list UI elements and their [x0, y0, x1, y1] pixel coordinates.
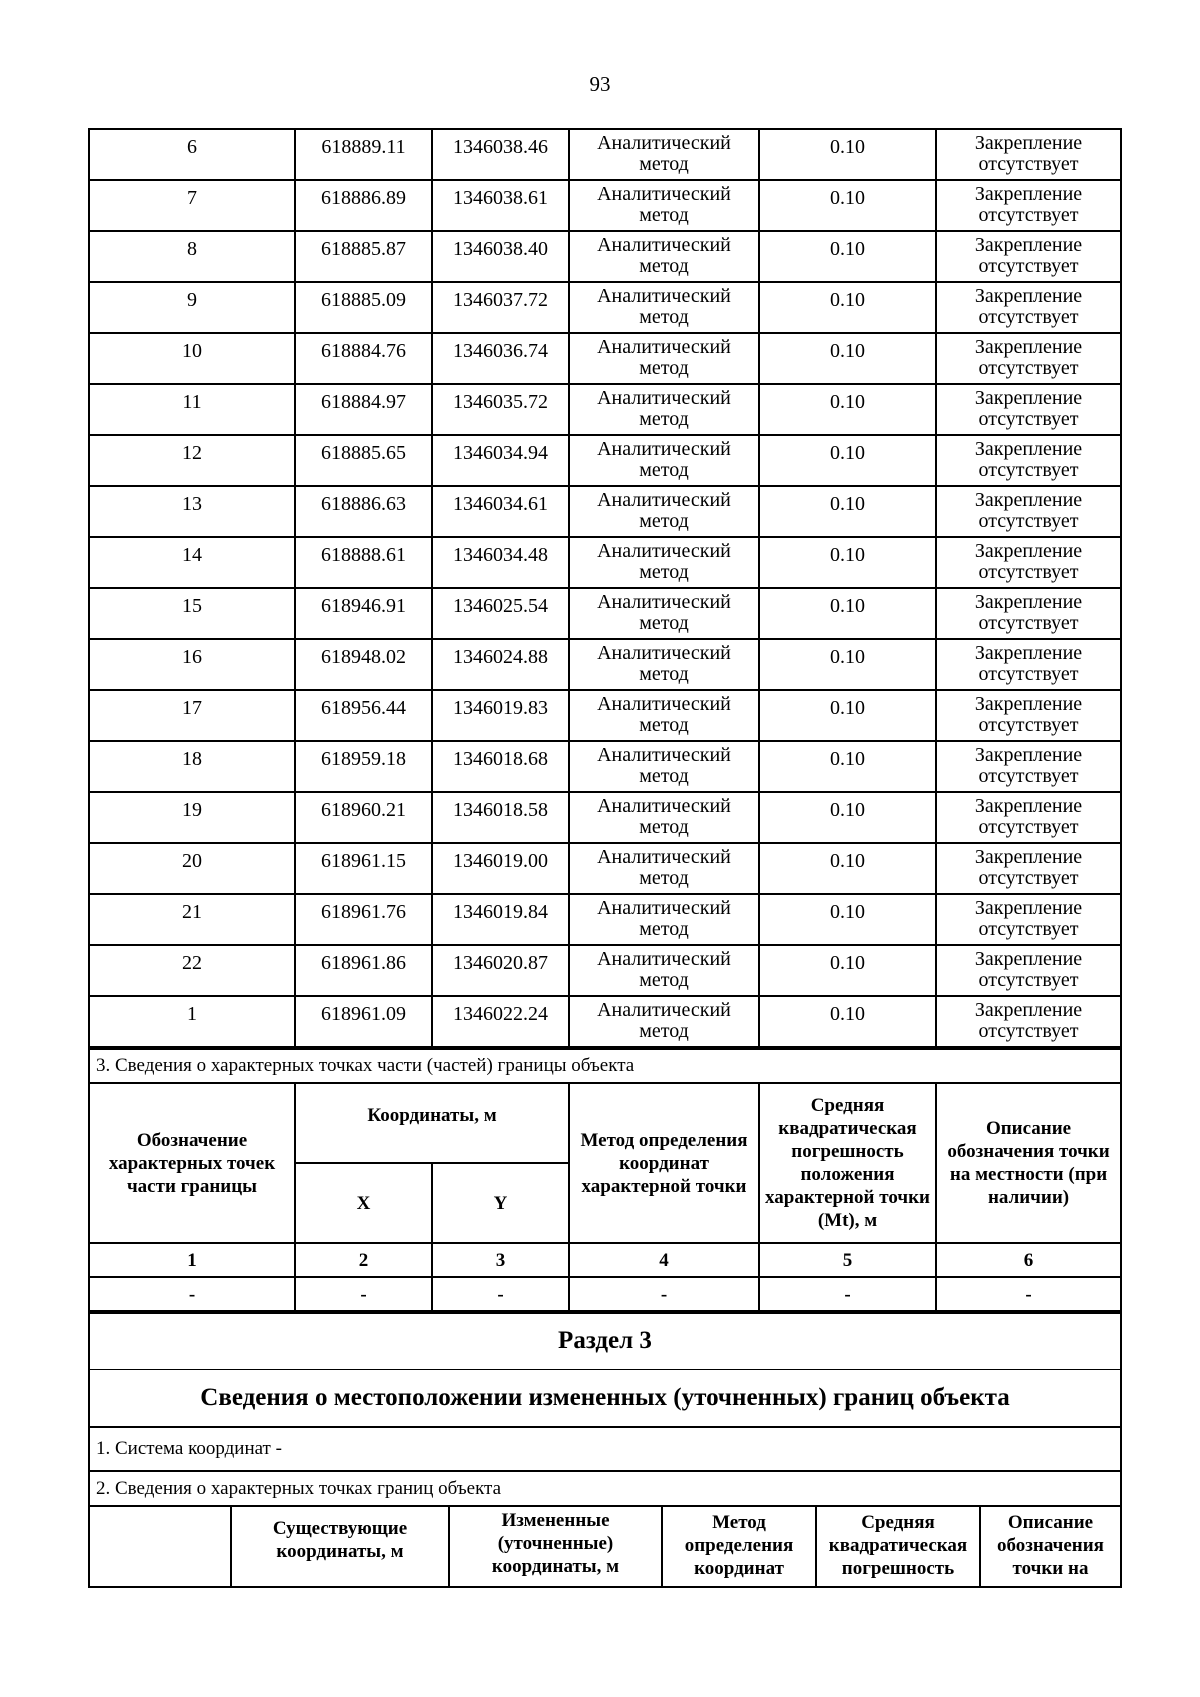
- y-coordinate-cell: 1346018.68: [432, 741, 569, 792]
- point-number-cell: 1: [89, 996, 295, 1047]
- table-row: [89, 690, 1121, 741]
- y-coordinate-cell: 1346038.46: [432, 129, 569, 180]
- y-coordinate-cell: 1346034.94: [432, 435, 569, 486]
- x-coordinate-cell: 618889.11: [295, 129, 432, 180]
- mt-cell: 0.10: [759, 180, 936, 231]
- mt-cell: 0.10: [759, 996, 936, 1047]
- point-number-cell: 9: [89, 282, 295, 333]
- mt-cell: 0.10: [759, 129, 936, 180]
- point-number-cell: 16: [89, 639, 295, 690]
- point-number-cell: 17: [89, 690, 295, 741]
- point-number-cell: 15: [89, 588, 295, 639]
- col-desc-header: Описание обозначения точки на: [980, 1506, 1121, 1587]
- point-number-cell: 22: [89, 945, 295, 996]
- x-coordinate-cell: 618956.44: [295, 690, 432, 741]
- x-coordinate-cell: 618959.18: [295, 741, 432, 792]
- x-coordinate-cell: 618884.97: [295, 384, 432, 435]
- empty-cell: -: [569, 1277, 759, 1311]
- method-cell: Аналитический метод: [569, 894, 759, 945]
- method-cell: Аналитический метод: [569, 435, 759, 486]
- table-row: [89, 384, 1121, 435]
- method-cell: Аналитический метод: [569, 945, 759, 996]
- point-number-cell: 6: [89, 129, 295, 180]
- method-cell: Аналитический метод: [569, 384, 759, 435]
- y-coordinate-cell: 1346020.87: [432, 945, 569, 996]
- method-cell: Аналитический метод: [569, 741, 759, 792]
- table-row: [89, 282, 1121, 333]
- y-coordinate-cell: 1346022.24: [432, 996, 569, 1047]
- y-coordinate-cell: 1346024.88: [432, 639, 569, 690]
- empty-cell: -: [89, 1277, 295, 1311]
- method-cell: Аналитический метод: [569, 792, 759, 843]
- x-coordinate-cell: 618885.09: [295, 282, 432, 333]
- mt-cell: 0.10: [759, 231, 936, 282]
- table-row: [89, 945, 1121, 996]
- mt-cell: 0.10: [759, 537, 936, 588]
- x-coordinate-cell: 618886.63: [295, 486, 432, 537]
- point-number-cell: 10: [89, 333, 295, 384]
- method-cell: Аналитический метод: [569, 231, 759, 282]
- col-coords-header: Координаты, м: [295, 1083, 569, 1163]
- method-cell: Аналитический метод: [569, 333, 759, 384]
- mt-cell: 0.10: [759, 639, 936, 690]
- col-number: 6: [936, 1243, 1121, 1277]
- y-coordinate-cell: 1346037.72: [432, 282, 569, 333]
- point-number-cell: 13: [89, 486, 295, 537]
- description-cell: Закрепление отсутствует: [936, 537, 1121, 588]
- col-method-header: Метод определения координат характерной точки: [569, 1083, 759, 1243]
- y-coordinate-cell: 1346025.54: [432, 588, 569, 639]
- section3-title: Раздел 3: [89, 1313, 1121, 1369]
- description-cell: Закрепление отсутствует: [936, 384, 1121, 435]
- description-cell: Закрепление отсутствует: [936, 741, 1121, 792]
- col-number: 4: [569, 1243, 759, 1277]
- description-cell: Закрепление отсутствует: [936, 894, 1121, 945]
- x-coordinate-cell: 618885.65: [295, 435, 432, 486]
- col-mt-header: Средняя квадратическая погрешность: [816, 1506, 980, 1587]
- table-row: [89, 486, 1121, 537]
- coord-system-row: 1. Система координат -: [89, 1427, 1121, 1471]
- table-row: [89, 843, 1121, 894]
- table-row: [89, 129, 1121, 180]
- method-cell: Аналитический метод: [569, 180, 759, 231]
- x-coordinate-cell: 618948.02: [295, 639, 432, 690]
- point-number-cell: 20: [89, 843, 295, 894]
- col-designation-header: Обозначение характерных точек части границы: [89, 1083, 295, 1243]
- x-coordinate-cell: 618888.61: [295, 537, 432, 588]
- table-row: [89, 894, 1121, 945]
- method-cell: Аналитический метод: [569, 996, 759, 1047]
- col-number: 5: [759, 1243, 936, 1277]
- y-coordinate-cell: 1346035.72: [432, 384, 569, 435]
- mt-cell: 0.10: [759, 741, 936, 792]
- parts-heading: 3. Сведения о характерных точках части (частей) границы объекта: [89, 1049, 1121, 1083]
- x-coordinate-cell: 618884.76: [295, 333, 432, 384]
- mt-cell: 0.10: [759, 282, 936, 333]
- description-cell: Закрепление отсутствует: [936, 996, 1121, 1047]
- point-number-cell: 19: [89, 792, 295, 843]
- y-coordinate-cell: 1346019.83: [432, 690, 569, 741]
- x-coordinate-cell: 618885.87: [295, 231, 432, 282]
- table-row: [89, 180, 1121, 231]
- points-table-body: [89, 129, 1121, 1047]
- mt-cell: 0.10: [759, 690, 936, 741]
- description-cell: Закрепление отсутствует: [936, 231, 1121, 282]
- description-cell: Закрепление отсутствует: [936, 282, 1121, 333]
- point-number-cell: 18: [89, 741, 295, 792]
- empty-cell: -: [936, 1277, 1121, 1311]
- mt-cell: 0.10: [759, 486, 936, 537]
- table-row: [89, 333, 1121, 384]
- col-method-header: Метод определения координат: [662, 1506, 816, 1587]
- points-heading-row: 2. Сведения о характерных точках границ объекта: [89, 1471, 1121, 1506]
- col-existing-header: Существующие координаты, м: [231, 1506, 449, 1587]
- y-coordinate-cell: 1346038.40: [432, 231, 569, 282]
- table-row: [89, 639, 1121, 690]
- parts-table: [88, 1048, 1122, 1312]
- y-coordinate-cell: 1346019.00: [432, 843, 569, 894]
- mt-cell: 0.10: [759, 792, 936, 843]
- empty-cell: -: [432, 1277, 569, 1311]
- method-cell: Аналитический метод: [569, 537, 759, 588]
- section3-block: [88, 1312, 1122, 1507]
- empty-cell: -: [295, 1277, 432, 1311]
- x-coordinate-cell: 618961.15: [295, 843, 432, 894]
- mt-cell: 0.10: [759, 894, 936, 945]
- description-cell: Закрепление отсутствует: [936, 945, 1121, 996]
- table-row: [89, 588, 1121, 639]
- table-row: [89, 435, 1121, 486]
- empty-cell: -: [759, 1277, 936, 1311]
- col-y-header: Y: [432, 1163, 569, 1243]
- points-table: [88, 128, 1122, 1048]
- col-number: 2: [295, 1243, 432, 1277]
- description-cell: Закрепление отсутствует: [936, 435, 1121, 486]
- y-coordinate-cell: 1346036.74: [432, 333, 569, 384]
- point-number-cell: 8: [89, 231, 295, 282]
- mt-cell: 0.10: [759, 843, 936, 894]
- x-coordinate-cell: 618886.89: [295, 180, 432, 231]
- point-number-cell: 7: [89, 180, 295, 231]
- x-coordinate-cell: 618961.09: [295, 996, 432, 1047]
- y-coordinate-cell: 1346038.61: [432, 180, 569, 231]
- description-cell: Закрепление отсутствует: [936, 843, 1121, 894]
- col-changed-header: Измененные (уточненные) координаты, м: [449, 1506, 662, 1587]
- x-coordinate-cell: 618961.76: [295, 894, 432, 945]
- description-cell: Закрепление отсутствует: [936, 690, 1121, 741]
- method-cell: Аналитический метод: [569, 690, 759, 741]
- col-number: 3: [432, 1243, 569, 1277]
- mt-cell: 0.10: [759, 384, 936, 435]
- section3-subtitle: Сведения о местоположении измененных (уточненных) границ объекта: [89, 1369, 1121, 1427]
- mt-cell: 0.10: [759, 435, 936, 486]
- method-cell: Аналитический метод: [569, 639, 759, 690]
- y-coordinate-cell: 1346034.48: [432, 537, 569, 588]
- description-cell: Закрепление отсутствует: [936, 588, 1121, 639]
- col-x-header: X: [295, 1163, 432, 1243]
- col-mt-header: Средняя квадратическая погрешность положения характерной точки (Mt), м: [759, 1083, 936, 1243]
- col-blank-header: [89, 1506, 231, 1587]
- point-number-cell: 12: [89, 435, 295, 486]
- description-cell: Закрепление отсутствует: [936, 486, 1121, 537]
- table-row: [89, 996, 1121, 1047]
- mt-cell: 0.10: [759, 333, 936, 384]
- method-cell: Аналитический метод: [569, 588, 759, 639]
- y-coordinate-cell: 1346034.61: [432, 486, 569, 537]
- x-coordinate-cell: 618946.91: [295, 588, 432, 639]
- y-coordinate-cell: 1346018.58: [432, 792, 569, 843]
- point-number-cell: 11: [89, 384, 295, 435]
- description-cell: Закрепление отсутствует: [936, 792, 1121, 843]
- table-row: [89, 537, 1121, 588]
- col-desc-header: Описание обозначения точки на местности (при наличии): [936, 1083, 1121, 1243]
- point-number-cell: 14: [89, 537, 295, 588]
- x-coordinate-cell: 618960.21: [295, 792, 432, 843]
- table-row: [89, 741, 1121, 792]
- method-cell: Аналитический метод: [569, 129, 759, 180]
- description-cell: Закрепление отсутствует: [936, 129, 1121, 180]
- table-row: [89, 231, 1121, 282]
- method-cell: Аналитический метод: [569, 282, 759, 333]
- description-cell: Закрепление отсутствует: [936, 639, 1121, 690]
- description-cell: Закрепление отсутствует: [936, 333, 1121, 384]
- description-cell: Закрепление отсутствует: [936, 180, 1121, 231]
- col-number: 1: [89, 1243, 295, 1277]
- x-coordinate-cell: 618961.86: [295, 945, 432, 996]
- changed-points-table: [88, 1505, 1122, 1588]
- page-number: 93: [589, 72, 611, 96]
- table-row: [89, 792, 1121, 843]
- mt-cell: 0.10: [759, 945, 936, 996]
- mt-cell: 0.10: [759, 588, 936, 639]
- method-cell: Аналитический метод: [569, 843, 759, 894]
- y-coordinate-cell: 1346019.84: [432, 894, 569, 945]
- point-number-cell: 21: [89, 894, 295, 945]
- method-cell: Аналитический метод: [569, 486, 759, 537]
